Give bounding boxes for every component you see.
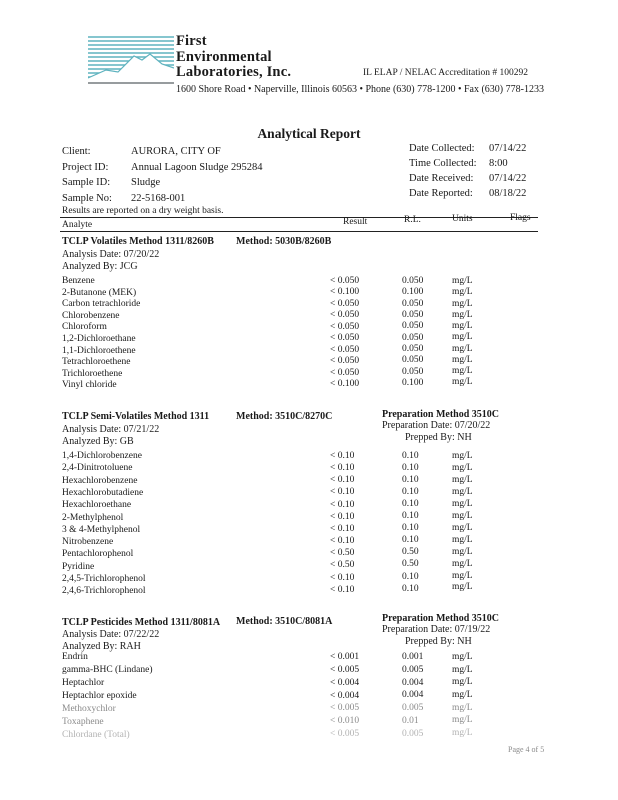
result-value: < 0.004 (330, 677, 360, 688)
analyte-name: Methoxychlor (62, 704, 116, 714)
units-value: mg/L (452, 558, 473, 569)
result-value: < 0.10 (330, 584, 355, 595)
units-value: mg/L (452, 332, 473, 343)
section-title: TCLP Pesticides Method 1311/8081A (62, 617, 221, 628)
result-value: < 0.50 (330, 548, 355, 559)
units-value: mg/L (452, 510, 473, 521)
analyte-name: gamma-BHC (Lindane) (62, 665, 153, 675)
units-value: mg/L (452, 522, 473, 533)
section-title: TCLP Volatiles Method 1311/8260B (62, 236, 214, 247)
header-rule-bottom (60, 231, 538, 232)
rl-value: 0.10 (402, 487, 419, 498)
units-value: mg/L (452, 474, 473, 485)
analyzed-by: Analyzed By: RAH (62, 641, 141, 652)
units-value: mg/L (452, 377, 473, 388)
analysis-date: Analysis Date: 07/20/22 (62, 249, 160, 260)
time-collected-label: Time Collected: (409, 158, 477, 169)
project-value: Annual Lagoon Sludge 295284 (131, 162, 263, 173)
analyzed-by: Analyzed By: GB (62, 436, 134, 447)
analyte-name: Carbon tetrachloride (62, 299, 141, 310)
analyte-name: Trichloroethene (62, 368, 123, 379)
result-value: < 0.050 (330, 344, 360, 355)
result-value: < 0.050 (330, 276, 360, 286)
rl-value: 0.050 (402, 298, 424, 309)
analyte-name: Heptachlor epoxide (62, 691, 137, 701)
analyte-name: Hexachloroethane (62, 500, 132, 511)
rl-value: 0.10 (402, 451, 419, 461)
result-value: < 0.010 (330, 716, 360, 727)
result-value: < 0.10 (330, 536, 355, 547)
result-value: < 0.050 (330, 356, 360, 367)
date-reported-value: 08/18/22 (489, 188, 527, 199)
analyte-name: 1,1-Dichloroethene (62, 345, 136, 356)
analyte-name: Tetrachloroethene (62, 357, 131, 368)
analyzed-by: Analyzed By: JCG (62, 261, 138, 272)
rl-value: 0.10 (402, 571, 419, 582)
rl-value: 0.10 (402, 583, 419, 594)
result-value: < 0.005 (330, 664, 360, 675)
units-value: mg/L (452, 715, 473, 726)
col-units: Units (452, 214, 473, 224)
units-value: mg/L (452, 582, 473, 593)
analyte-name: Pyridine (62, 561, 95, 572)
analyte-name: Endrin (62, 652, 88, 662)
sample-id-label: Sample ID: (62, 177, 111, 188)
rl-value: 0.10 (402, 463, 419, 474)
company-name-line2: Environmental (176, 49, 272, 65)
col-rl: R.L. (404, 215, 421, 225)
analyte-name: 3 & 4-Methylphenol (62, 524, 141, 535)
rl-value: 0.004 (402, 677, 424, 688)
analyte-name: Hexachlorobutadiene (62, 487, 144, 498)
rl-value: 0.005 (402, 664, 424, 675)
company-name-line1: First (176, 33, 207, 49)
section-method: Method: 5030B/8260B (236, 236, 332, 247)
rl-value: 0.005 (402, 728, 424, 739)
result-value: < 0.001 (330, 652, 360, 662)
units-value: mg/L (452, 664, 473, 675)
units-value: mg/L (452, 702, 473, 713)
analyte-name: 1,4-Dichlorobenzene (62, 451, 142, 461)
date-received-value: 07/14/22 (489, 173, 527, 184)
units-value: mg/L (452, 309, 473, 320)
units-value: mg/L (452, 546, 473, 557)
prepped-by: Prepped By: NH (405, 432, 472, 443)
result-value: < 0.10 (330, 463, 355, 474)
units-value: mg/L (452, 354, 473, 365)
client-value: AURORA, CITY OF (131, 146, 221, 157)
result-value: < 0.005 (330, 703, 360, 714)
units-value: mg/L (452, 321, 473, 331)
accreditation: IL ELAP / NELAC Accreditation # 100292 (363, 68, 528, 78)
units-value: mg/L (452, 343, 473, 354)
rl-value: 0.10 (402, 511, 419, 522)
result-value: < 0.10 (330, 451, 355, 461)
prepped-by: Prepped By: NH (405, 636, 472, 647)
rl-value: 0.50 (402, 547, 419, 558)
section-title: TCLP Semi-Volatiles Method 1311 (62, 411, 210, 422)
time-collected-value: 8:00 (489, 158, 508, 169)
sample-no-value: 22-5168-001 (131, 193, 186, 204)
prep-method: Preparation Method 3510C (382, 613, 500, 624)
rl-value: 0.100 (402, 287, 424, 298)
col-flags: Flags (510, 213, 531, 223)
units-value: mg/L (452, 462, 473, 473)
rl-value: 0.050 (402, 366, 424, 377)
result-value: < 0.100 (330, 379, 360, 390)
rl-value: 0.050 (402, 321, 424, 332)
rl-value: 0.01 (402, 715, 419, 726)
rl-value: 0.001 (402, 652, 424, 662)
date-collected-label: Date Collected: (409, 143, 475, 154)
result-value: < 0.10 (330, 523, 355, 534)
units-value: mg/L (452, 727, 473, 738)
analyte-name: Pentachlorophenol (62, 549, 134, 560)
rl-value: 0.10 (402, 475, 419, 486)
units-value: mg/L (452, 366, 473, 376)
result-value: < 0.10 (330, 475, 355, 486)
result-value: < 0.004 (330, 690, 360, 701)
basis-note: Results are reported on a dry weight basis. (62, 206, 224, 216)
rl-value: 0.050 (402, 276, 424, 286)
result-value: < 0.005 (330, 729, 360, 740)
units-value: mg/L (452, 534, 473, 545)
rl-value: 0.050 (402, 310, 424, 321)
project-label: Project ID: (62, 162, 109, 173)
units-value: mg/L (452, 498, 473, 509)
result-value: < 0.050 (330, 333, 360, 344)
rl-value: 0.005 (402, 703, 424, 714)
analysis-date: Analysis Date: 07/22/22 (62, 629, 160, 640)
result-value: < 0.050 (330, 367, 360, 378)
company-logo (88, 34, 174, 84)
date-collected-value: 07/14/22 (489, 143, 527, 154)
analyte-name: 2,4,6-Trichlorophenol (62, 586, 146, 597)
result-value: < 0.050 (330, 321, 360, 332)
lab-address: 1600 Shore Road • Naperville, Illinois 60563 • Phone (630) 778-1200 • Fax (630) 778-1233 (176, 84, 544, 95)
units-value: mg/L (452, 287, 473, 298)
sample-no-label: Sample No: (62, 193, 112, 204)
analyte-name: Nitrobenzene (62, 537, 114, 548)
analyte-name: 2-Butanone (MEK) (62, 287, 137, 298)
analyte-name: Chloroform (62, 322, 107, 333)
result-value: < 0.050 (330, 310, 360, 321)
analysis-date: Analysis Date: 07/21/22 (62, 424, 160, 435)
prep-date: Preparation Date: 07/20/22 (382, 420, 491, 431)
units-value: mg/L (452, 298, 473, 309)
company-name-line3: Laboratories, Inc. (176, 64, 292, 80)
analyte-name: Hexachlorobenzene (62, 475, 138, 486)
analyte-name: 2,4,5-Trichlorophenol (62, 574, 146, 584)
rl-value: 0.10 (402, 523, 419, 534)
analyte-name: Chlorobenzene (62, 310, 120, 321)
rl-value: 0.050 (402, 332, 424, 343)
result-value: < 0.10 (330, 511, 355, 522)
section-method: Method: 3510C/8270C (236, 411, 333, 422)
analyte-name: 2-Methylphenol (62, 512, 124, 523)
result-value: < 0.10 (330, 572, 355, 583)
date-reported-label: Date Reported: (409, 188, 473, 199)
rl-value: 0.50 (402, 559, 419, 570)
section-method: Method: 3510C/8081A (236, 616, 333, 627)
analyte-name: Heptachlor (62, 678, 105, 688)
rl-value: 0.050 (402, 355, 424, 366)
prep-date: Preparation Date: 07/19/22 (382, 624, 491, 635)
units-value: mg/L (452, 451, 473, 461)
sample-id-value: Sludge (131, 177, 161, 188)
analyte-name: 2,4-Dinitrotoluene (62, 463, 133, 474)
rl-value: 0.004 (402, 690, 424, 701)
rl-value: 0.10 (402, 499, 419, 510)
units-value: mg/L (452, 677, 473, 688)
page-number: Page 4 of 5 (508, 745, 545, 754)
page-title: Analytical Report (257, 126, 361, 141)
col-analyte: Analyte (62, 220, 93, 230)
rl-value: 0.050 (402, 344, 424, 355)
date-received-label: Date Received: (409, 173, 474, 184)
analyte-name: Chlordane (Total) (62, 730, 130, 740)
result-value: < 0.10 (330, 487, 355, 498)
analyte-name: 1,2-Dichloroethane (62, 334, 136, 344)
units-value: mg/L (452, 276, 473, 286)
result-value: < 0.50 (330, 560, 355, 571)
prep-method: Preparation Method 3510C (382, 409, 500, 420)
result-value: < 0.10 (330, 499, 355, 510)
units-value: mg/L (452, 689, 473, 700)
units-value: mg/L (452, 652, 473, 662)
rl-value: 0.100 (402, 378, 424, 389)
analyte-name: Vinyl chloride (62, 380, 117, 391)
units-value: mg/L (452, 570, 473, 581)
result-value: < 0.100 (330, 287, 360, 298)
client-label: Client: (62, 146, 91, 157)
analyte-name: Benzene (62, 276, 95, 286)
rl-value: 0.10 (402, 535, 419, 546)
result-value: < 0.050 (330, 298, 360, 309)
units-value: mg/L (452, 486, 473, 497)
analyte-name: Toxaphene (62, 717, 104, 727)
col-result: Result (343, 217, 368, 227)
